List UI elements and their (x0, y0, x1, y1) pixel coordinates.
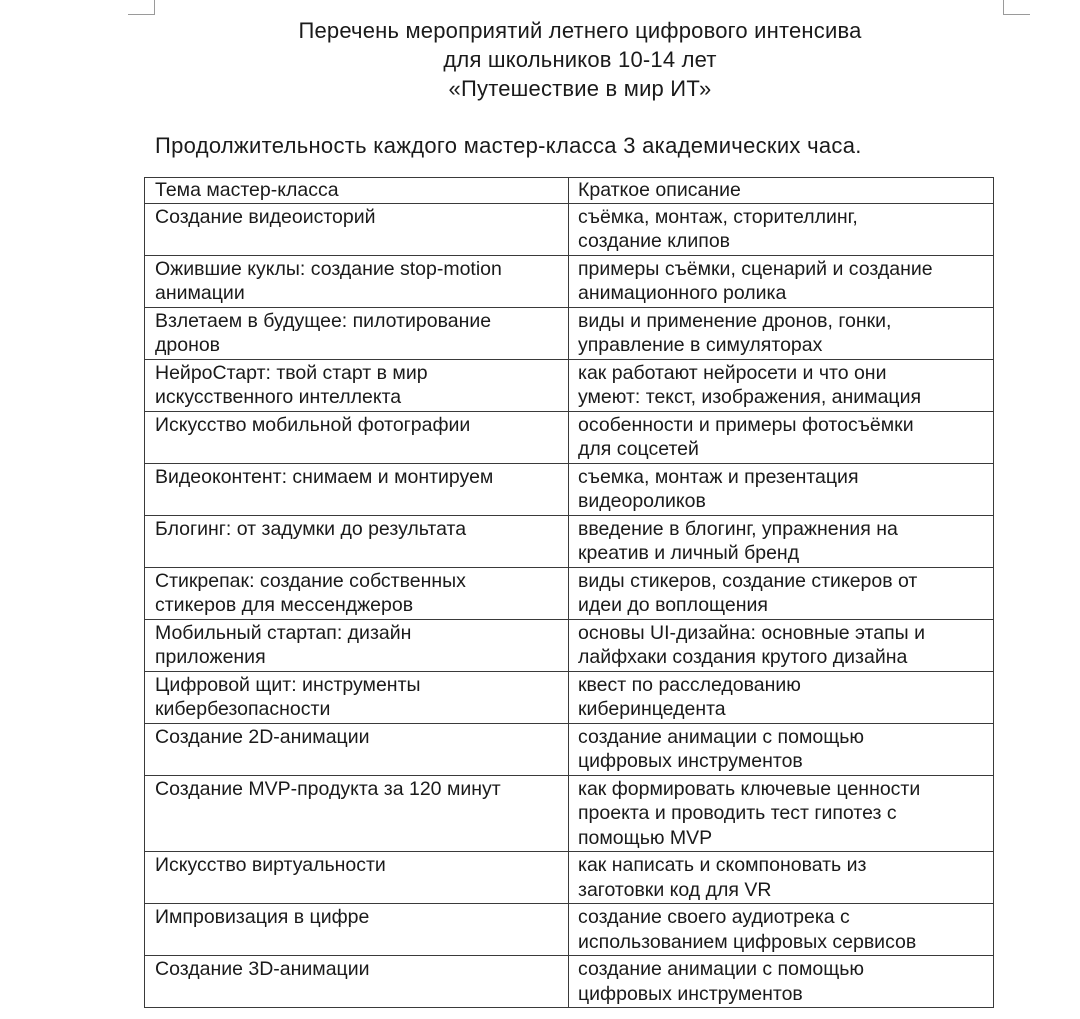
table-row (145, 463, 994, 515)
description-cell: квест по расследованию киберинцедента (569, 671, 994, 723)
topic-cell: Создание видеоисторий (145, 203, 569, 255)
topic-cell: Создание MVP-продукта за 120 минут (145, 775, 569, 852)
topic-cell: Стикрепак: создание собственных стикеров для мессенджеров (145, 567, 569, 619)
page-corner-mark-right (1003, 0, 1030, 15)
description-cell: примеры съёмки, сценарий и создание анимационного ролика (569, 255, 994, 307)
title-line: для школьников 10-14 лет (443, 47, 717, 72)
table-row (145, 307, 994, 359)
topic-cell: Ожившие куклы: создание stop-motion анимации (145, 255, 569, 307)
description-cell: особенности и примеры фотосъёмки для соцсетей (569, 411, 994, 463)
topic-cell: Искусство мобильной фотографии (145, 411, 569, 463)
table-row (145, 203, 994, 255)
events-table (144, 177, 994, 1008)
topic-cell: Создание 2D-анимации (145, 723, 569, 775)
description-cell: виды стикеров, создание стикеров от идеи до воплощения (569, 567, 994, 619)
title-line: «Путешествие в мир ИТ» (448, 76, 712, 101)
table-header-row (145, 178, 994, 204)
page-corner-mark-left (128, 0, 155, 15)
topic-cell: Мобильный стартап: дизайн приложения (145, 619, 569, 671)
table-row (145, 411, 994, 463)
description-cell: создание своего аудиотрека с использованием цифровых сервисов (569, 904, 994, 956)
document-title (0, 16, 1080, 103)
table-row (145, 956, 994, 1008)
description-cell: создание анимации с помощью цифровых инструментов (569, 723, 994, 775)
table-row (145, 255, 994, 307)
column-header-topic: Тема мастер-класса (145, 178, 569, 204)
title-line: Перечень мероприятий летнего цифрового интенсива (298, 18, 862, 43)
topic-cell: Блогинг: от задумки до результата (145, 515, 569, 567)
table-row (145, 852, 994, 904)
description-cell: как написать и скомпоновать из заготовки код для VR (569, 852, 994, 904)
description-cell: как формировать ключевые ценности проекта и проводить тест гипотез с помощью MVP (569, 775, 994, 852)
description-cell: съёмка, монтаж, сторителлинг, создание клипов (569, 203, 994, 255)
table-row (145, 723, 994, 775)
topic-cell: НейроСтарт: твой старт в мир искусственного интеллекта (145, 359, 569, 411)
table-row (145, 904, 994, 956)
duration-note: Продолжительность каждого мастер-класса 3 академических часа. (155, 133, 862, 158)
topic-cell: Искусство виртуальности (145, 852, 569, 904)
events-table-body (145, 203, 994, 1008)
description-cell: виды и применение дронов, гонки, управление в симуляторах (569, 307, 994, 359)
table-row (145, 567, 994, 619)
topic-cell: Видеоконтент: снимаем и монтируем (145, 463, 569, 515)
column-header-description: Краткое описание (569, 178, 994, 204)
topic-cell: Импровизация в цифре (145, 904, 569, 956)
table-row (145, 671, 994, 723)
description-cell: как работают нейросети и что они умеют: текст, изображения, анимация (569, 359, 994, 411)
table-row (145, 775, 994, 852)
topic-cell: Создание 3D-анимации (145, 956, 569, 1008)
description-cell: создание анимации с помощью цифровых инструментов (569, 956, 994, 1008)
description-cell: введение в блогинг, упражнения на креатив и личный бренд (569, 515, 994, 567)
table-row (145, 515, 994, 567)
table-row (145, 619, 994, 671)
description-cell: основы UI-дизайна: основные этапы и лайфхаки создания крутого дизайна (569, 619, 994, 671)
topic-cell: Взлетаем в будущее: пилотирование дронов (145, 307, 569, 359)
description-cell: съемка, монтаж и презентация видеороликов (569, 463, 994, 515)
table-row (145, 359, 994, 411)
topic-cell: Цифровой щит: инструменты кибербезопасности (145, 671, 569, 723)
